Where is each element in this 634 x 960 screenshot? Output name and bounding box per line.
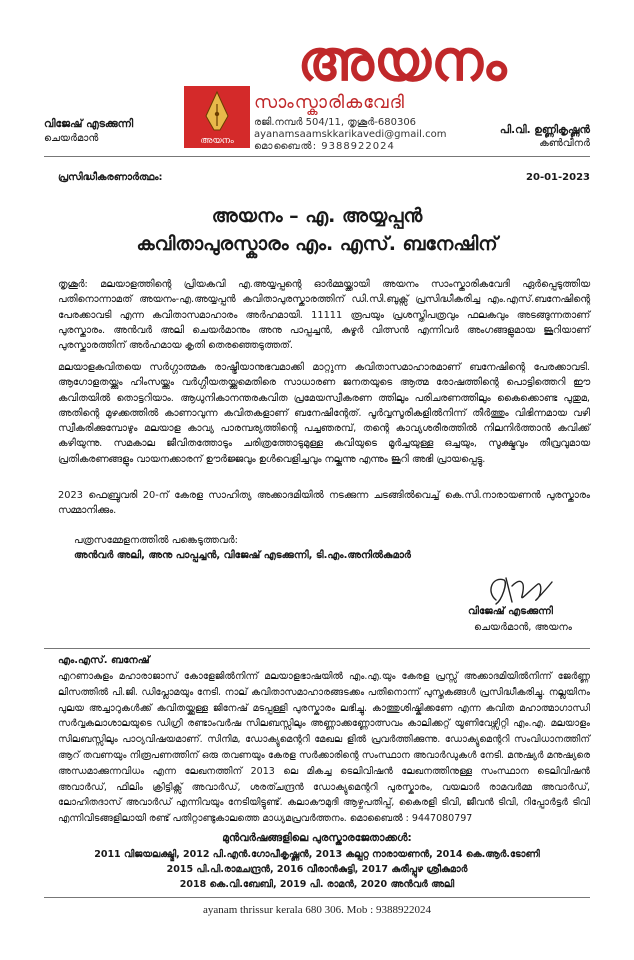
- footer-address: ayanam thrissur kerala 680 306. Mob : 9388922024: [203, 904, 431, 916]
- signatory-name: വിജേഷ് എടക്കുന്നി: [468, 606, 553, 617]
- left-person-name: വിജേഷ് എടക്കുന്നി: [44, 118, 134, 130]
- participants-label: പത്രസമ്മേളനത്തിൽ പങ്കെടുത്തവർ:: [74, 535, 239, 546]
- previous-winners-title: മുൻവർഷങ്ങളിലെ പുരസ്കാരജേതാക്കൾ:: [222, 832, 412, 844]
- pen-nib-icon: [184, 86, 250, 148]
- paragraph-3-text: 2023 ഫെബ്രുവരി 20-ന് കേരള സാഹിത്യ അക്കാദമിയിൽ നടക്കുന്ന ചടങ്ങിൽവെച്ച് കെ.സി.നാരായണൻ പുരസ്കാരം സമ്മാനിക്കും.: [58, 490, 590, 517]
- press-label: പ്രസിദ്ധീകരണാർത്ഥം:: [58, 172, 163, 183]
- date: 20-01-2023: [526, 172, 590, 183]
- footer-divider: [44, 897, 590, 898]
- right-person-role: കൺവീനർ: [539, 138, 590, 149]
- headline-line-2: കവിതാപുരസ്കാരം എം. എസ്. ബനേഷിന്: [136, 233, 498, 255]
- header-divider: [44, 156, 590, 157]
- emblem-text: അയനം: [200, 136, 234, 146]
- paragraph-2-text: മലയാളകവിതയെ സർഗ്ഗാത്മക രാഷ്ട്രീയാനുഭവമാക്കി മാറ്റുന്ന കവിതാസമാഹാരമാണ് ബനേഷിന്റെ പേരക്കാവടി. ആഗോളതയ്ക്കും ഹിംസയ്ക്കും വർഗ്ഗീയതയ്ക്കുമെതിരെ സാധാരണ ജനതയുടെ ആത്മ രോഷത്തിന്റെ പൊട്ടിത്തെറി ഈ കവിതയിൽ തൊട്ടറിയാം. ആധുനികാനന്തരകവിത പ്രമേയസ്വീകരണ ത്തിലും പരിചരണത്തിലും കൈക്കൊണ്ട പുതുമ, അതിന്റെ മുഴക്കത്തിൽ കാണാവുന്ന കവിതകളാണ് ബനേഷിന്റേത്. പൂർവ്വസൂരികളിൽനിന്ന് തീർത്തും വിഭിന്നമായ വഴി സ്വീകരിക്കുമ്പോഴും മലയാള കാവ്യ പാരമ്പര്യത്തിന്റെ പച്ചഞരമ്പ്, തന്റെ കാവ്യശരീരത്തിൽ നിലനിർത്താൻ കവിക്ക് കഴിയുന്നു. സമകാല ജീവിതത്തോടും ചരിത്രത്തോടുമുള്ള കവിയുടെ മൂർച്ചയുള്ള ഒച്ചയും, സൂക്ഷ്മവും തീവ്രവുമായ പ്രതികരണങ്ങളും വായനക്കാരന് ഊർജ്ജവും ഉൾവെളിച്ചവും നല്കുന്നു എന്നും ജൂറി അഭി പ്രായപ്പെട്ടു.: [58, 362, 590, 465]
- registration-line: രജി.നമ്പർ 504/11, തൃശൂർ-680306: [254, 117, 417, 128]
- logo-text: അയനം: [297, 29, 507, 92]
- bio-title: എം.എസ്. ബനേഷ്: [58, 655, 150, 666]
- paragraph-1-text: തൃശൂർ: മലയാളത്തിന്റെ പ്രിയകവി എ.അയ്യപ്പന്റെ ഓർമ്മയ്ക്കായി അയനം സാംസ്കാരികവേദി ഏർപ്പെടുത്തിയ പതിനൊന്നാമത് അയനം-എ.അയ്യപ്പൻ കവിതാപുരസ്കാരത്തിന് ഡി.സി.ബുക്സ് പ്രസിദ്ധീകരിച്ച എം.എസ്.ബനേഷിന്റെ പേരക്കാവടി എന്ന കവിതാസമാഹാരം അർഹമായി. 11111 രൂപയും പ്രശസ്തിപത്രവും ഫലകവും അടങ്ങുന്നതാണ് പുരസ്കാരം. അൻവർ അലി ചെയർമാനും അനു പാപ്പച്ചൻ, കുഴൂർ വിത്സൻ എന്നിവർ അംഗങ്ങളുമായ ജൂറിയാണ് പുരസ്കാരത്തിന് അർഹമായ കൃതി തെരഞ്ഞെടുത്തത്.: [58, 279, 590, 352]
- previous-winners-line: 2011 വിജയലക്ഷ്മി, 2012 പി.എൻ.ഗോപീകൃഷ്ണൻ, 2013 കല്പറ്റ നാരായണൻ, 2014 കെ.ആർ.ടോണി: [94, 849, 540, 860]
- ayanam-logo: [262, 22, 542, 92]
- headline-line-1: അയനം – എ. അയ്യപ്പൻ: [211, 205, 423, 227]
- previous-winners-line: 2015 പി.പി.രാമചന്ദ്രൻ, 2016 വീരാൻകുട്ടി, 2017 കുരീപ്പുഴ ശ്രീകുമാർ: [166, 864, 468, 875]
- bio-divider: [44, 648, 590, 649]
- paragraph-1: [58, 277, 590, 353]
- paragraph-3: [58, 488, 590, 519]
- left-person-role: ചെയർമാൻ: [44, 133, 99, 144]
- paragraph-2: [58, 360, 590, 467]
- org-name: സാംസ്കാരികവേദി: [254, 92, 405, 113]
- previous-winners-line: 2018 കെ.വി.ബേബി, 2019 പി. രാമൻ, 2020 അൻവർ അലി: [179, 879, 455, 890]
- mobile: മൊബൈൽ: 9388922024: [254, 141, 395, 152]
- bio-text: എറണാകുളം മഹാരാജാസ് കോളേജിൽനിന്ന് മലയാളഭാഷയിൽ എം.എ.യും കേരള പ്രസ്സ് അക്കാദമിയിൽനിന്ന് ജേർണ്ണ ലിസത്തിൽ പി.ജി. ഡിപ്ലോമയും നേടി. നാല് കവിതാസമാഹാരങ്ങടക്കം പതിനൊന്ന് പുസ്തകങ്ങൾ പ്രസിദ്ധീകരിച്ചു. നല്ലയിനം പുലയ അച്ചാറുകൾക്ക് കവിതയ്ക്കുള്ള ജിനേഷ് മടപ്പള്ളി പുരസ്കാരം ലഭിച്ചു. കാത്തുശിഷ്കിക്കണേ എന്ന കവിത മഹാത്മാഗാന്ധി സർവ്വകലാശാലയുടെ ഡിഗ്രി രണ്ടാംവർഷ സിലബസ്സിലും അണ്ണാക്കണ്ണോത്സവം കാലിക്കറ്റ് യൂണിവേഴ്സിറ്റി എം.എ. മലയാളം സിലബസ്സിലും പാഠ്യവിഷയമാണ്. സിനിമ, ഡോക്യുമെന്ററി മേഖല ളിൽ പ്രവർത്തിക്കുന്നു. ഡോക്യുമെന്ററി സംവിധാനത്തിന് ആറ് തവണയും നിരൂപണത്തിന് ഒരു തവണയും കേരള സർക്കാരിന്റെ സംസ്ഥാന അവാർഡുകൾ നേടി. മനുഷ്യർ മനുഷ്യരെ അന്ധമാക്കുന്നവിധം എന്ന ലേഖനത്തിന് 2013 ലെ മികച്ച ടെലിവിഷൻ ലേഖനത്തിനുള്ള സംസ്ഥാന ടെലിവിഷൻ അവാർഡ്, ഫിലിം ക്രിട്ടിക്സ് അവാർഡ്, ശരത്ചന്ദ്രൻ ഡോക്യുമെന്ററി പുരസ്കാരം, വയലാർ രാമവർമ്മ അവാർഡ്, ലോഹിതദാസ് അവാർഡ് എന്നിവയും നേടിയിട്ടുണ്ട്. കലാകൗമുദി ആഴ്ചപതിപ്പ്, കൈരളി ടിവി, ജീവൻ ടിവി, റിപ്പോർട്ടർ ടിവി എന്നിവിടങ്ങളിലായി രണ്ട് പതിറ്റാണ്ടുകാലത്തെ മാധ്യമപ്രവർത്തനം. മൊബൈൽ : 9447080797: [58, 671, 590, 825]
- participants-names: അൻവർ അലി, അനു പാപ്പച്ചൻ, വിജേഷ് എടക്കുന്നി, ടി.എം.അനിൽകുമാർ: [74, 550, 411, 561]
- email: ayanamsaamskkarikavedi@gmail.com: [254, 129, 447, 140]
- signatory-role: ചെയർമാൻ, അയനം: [474, 622, 572, 633]
- pen-nib-emblem: [184, 86, 250, 148]
- right-person-name: പി.വി. ഉണ്ണികൃഷ്ണൻ: [499, 124, 590, 136]
